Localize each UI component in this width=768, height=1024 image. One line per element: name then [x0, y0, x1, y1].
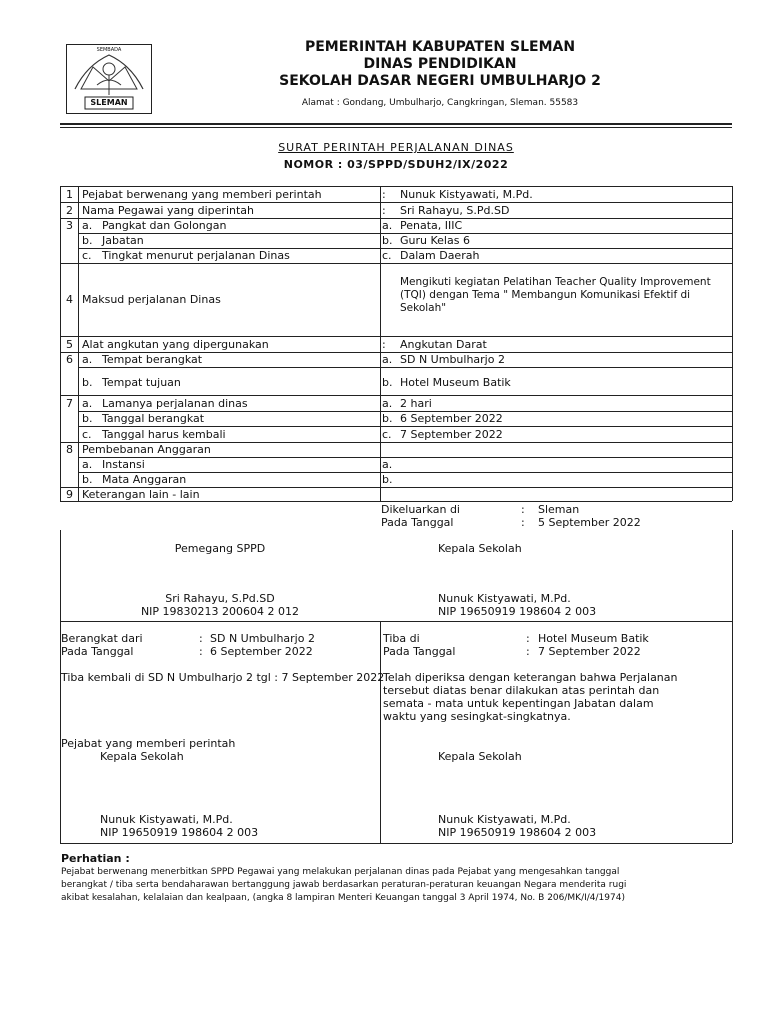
doc-number: NOMOR : 03/SPPD/SDUH2/IX/2022 — [283, 158, 509, 171]
sign1-right-name: Nunuk Kistyawati, M.Pd. — [438, 592, 571, 605]
row-4-value-line-1: Mengikuti kegiatan Pelatihan Teacher Quality Improvement — [400, 276, 711, 288]
header-line-1: PEMERINTAH KABUPATEN SLEMAN — [304, 39, 576, 55]
dep-value: SD N Umbulharjo 2 — [210, 632, 315, 645]
row-7c-value: 7 September 2022 — [400, 428, 503, 441]
issued-date-label: Pada Tanggal — [381, 516, 454, 529]
row-8a-letter: a. — [82, 458, 93, 471]
check-line-2: tersebut diatas benar dilakukan atas perintah dan — [383, 684, 660, 697]
header-divider-thick — [60, 123, 732, 125]
row-5-sep: : — [382, 338, 386, 351]
row-3c-value: Dalam Daerah — [400, 249, 480, 262]
row-3-no: 3 — [66, 219, 73, 232]
sign1-left-title: Pemegang SPPD — [174, 542, 266, 555]
logo-text: SLEMAN — [90, 98, 128, 107]
arr-date-sep: : — [526, 645, 530, 658]
row-4-label: Maksud perjalanan Dinas — [82, 293, 221, 306]
row-1-value: Nunuk Kistyawati, M.Pd. — [400, 188, 533, 201]
row-3b-letter: b. — [82, 234, 93, 247]
sign2-left-nip: NIP 19650919 198604 2 003 — [100, 826, 259, 839]
row-3a-label: Pangkat dan Golongan — [102, 219, 227, 232]
row-3a-value: Penata, IIIC — [400, 219, 463, 232]
row-2-value: Sri Rahayu, S.Pd.SD — [400, 204, 510, 217]
row-3b-label: Jabatan — [102, 234, 144, 247]
row-8a-label: Instansi — [102, 458, 145, 471]
row-5-value: Angkutan Darat — [400, 338, 487, 351]
row-2-no: 2 — [66, 204, 73, 217]
row-6b-value: Hotel Museum Batik — [400, 376, 511, 389]
row-3a-letter: a. — [82, 219, 93, 232]
row-6a-vletter: a. — [382, 353, 393, 366]
issued-place-sep: : — [521, 503, 525, 516]
sign1-left-name: Sri Rahayu, S.Pd.SD — [165, 592, 275, 605]
return-text: Tiba kembali di SD N Umbulharjo 2 tgl : 7 September 2022 — [61, 671, 385, 684]
row-8b-vletter: b. — [382, 473, 393, 486]
row-6b-vletter: b. — [382, 376, 393, 389]
row-3a-vletter: a. — [382, 219, 393, 232]
header-divider-thin — [60, 127, 732, 128]
header-line-2: DINAS PENDIDIKAN — [363, 56, 517, 72]
header-address: Alamat : Gondang, Umbulharjo, Cangkringan, Sleman. 55583 — [301, 98, 579, 108]
dep-sep: : — [199, 632, 203, 645]
header-line-3: SEKOLAH DASAR NEGERI UMBULHARJO 2 — [279, 73, 601, 89]
dep-date-value: 6 September 2022 — [210, 645, 313, 658]
row-7b-vletter: b. — [382, 412, 393, 425]
row-8b-label: Mata Anggaran — [102, 473, 187, 486]
issued-place-label: Dikeluarkan di — [381, 503, 460, 516]
row-3b-value: Guru Kelas 6 — [400, 234, 470, 247]
issued-place-value: Sleman — [538, 503, 580, 516]
row-2-label: Nama Pegawai yang diperintah — [82, 204, 255, 217]
row-4-value-line-2: (TQI) dengan Tema " Membangun Komunikasi Efektif di — [400, 289, 691, 301]
row-8a-vletter: a. — [382, 458, 393, 471]
row-6a-label: Tempat berangkat — [102, 353, 203, 366]
sign2-right-name: Nunuk Kistyawati, M.Pd. — [438, 813, 571, 826]
row-6-no: 6 — [66, 353, 73, 366]
row-7b-value: 6 September 2022 — [400, 412, 503, 425]
arr-sep: : — [526, 632, 530, 645]
notice-line-2: berangkat / tiba serta bendaharawan bertanggung jawab berdasarkan peraturan-peraturan keuangan Negara menderita rugi — [61, 880, 627, 890]
arr-value: Hotel Museum Batik — [538, 632, 649, 645]
sign1-right-title: Kepala Sekolah — [438, 542, 522, 555]
issued-date-sep: : — [521, 516, 525, 529]
row-4-value-line-3: Sekolah" — [400, 302, 447, 314]
row-3c-vletter: c. — [382, 249, 392, 262]
sign1-left-nip: NIP 19830213 200604 2 012 — [140, 605, 300, 618]
sign1-right-nip: NIP 19650919 198604 2 003 — [438, 605, 597, 618]
row-7c-label: Tanggal harus kembali — [102, 428, 226, 441]
row-5-label: Alat angkutan yang dipergunakan — [82, 338, 269, 351]
dep-label: Berangkat dari — [61, 632, 143, 645]
row-7b-label: Tanggal berangkat — [102, 412, 205, 425]
row-1-label: Pejabat berwenang yang memberi perintah — [82, 188, 322, 201]
row-7a-vletter: a. — [382, 397, 393, 410]
arr-label: Tiba di — [383, 632, 420, 645]
row-6b-label: Tempat tujuan — [102, 376, 181, 389]
notice-heading: Perhatian : — [61, 852, 130, 865]
check-line-3: semata - mata untuk kepentingan Jabatan dalam — [383, 697, 654, 710]
row-1-sep: : — [382, 188, 386, 201]
row-3c-label: Tingkat menurut perjalanan Dinas — [102, 249, 290, 262]
row-7c-letter: c. — [82, 428, 92, 441]
row-7c-vletter: c. — [382, 428, 392, 441]
row-8b-letter: b. — [82, 473, 93, 486]
dep-date-sep: : — [199, 645, 203, 658]
check-line-4: waktu yang sesingkat-singkatnya. — [383, 710, 571, 723]
notice-line-1: Pejabat berwenang menerbitkan SPPD Pegawai yang melakukan perjalanan dinas pada Pejabat yang mengesahkan tanggal — [61, 867, 620, 877]
row-2-sep: : — [382, 204, 386, 217]
row-1-no: 1 — [66, 188, 73, 201]
sign2-left-title-2: Kepala Sekolah — [100, 750, 184, 763]
sign2-right-nip: NIP 19650919 198604 2 003 — [438, 826, 597, 839]
row-6a-letter: a. — [82, 353, 93, 366]
row-5-no: 5 — [66, 338, 73, 351]
sleman-logo — [66, 44, 152, 114]
row-6a-value: SD N Umbulharjo 2 — [400, 353, 505, 366]
sign2-right-title: Kepala Sekolah — [438, 750, 522, 763]
row-3b-vletter: b. — [382, 234, 393, 247]
row-7a-value: 2 hari — [400, 397, 432, 410]
row-9-no: 9 — [66, 488, 73, 501]
arr-date-value: 7 September 2022 — [538, 645, 641, 658]
row-7-no: 7 — [66, 397, 73, 410]
sign2-left-title-1: Pejabat yang memberi perintah — [61, 737, 236, 750]
arr-date-label: Pada Tanggal — [383, 645, 456, 658]
notice-line-3: akibat kesalahan, kelalaian dan kealpaan, (angka 8 lampiran Menteri Keuangan tanggal 3 April 1974, No. B 206/MK/I/4/1974) — [61, 893, 625, 903]
row-9-label: Keterangan lain - lain — [82, 488, 200, 501]
doc-title: SURAT PERINTAH PERJALANAN DINAS — [278, 141, 514, 154]
row-3c-letter: c. — [82, 249, 92, 262]
row-7a-label: Lamanya perjalanan dinas — [102, 397, 248, 410]
row-7b-letter: b. — [82, 412, 93, 425]
row-4-no: 4 — [66, 293, 73, 306]
row-8-label: Pembebanan Anggaran — [82, 443, 211, 456]
sign2-left-name: Nunuk Kistyawati, M.Pd. — [100, 813, 233, 826]
check-line-1: Telah diperiksa dengan keterangan bahwa Perjalanan — [383, 671, 678, 684]
row-7a-letter: a. — [82, 397, 93, 410]
row-8-no: 8 — [66, 443, 73, 456]
issued-date-value: 5 September 2022 — [538, 516, 641, 529]
row-6b-letter: b. — [82, 376, 93, 389]
logo-top-text: SEMBADA — [96, 47, 122, 53]
dep-date-label: Pada Tanggal — [61, 645, 134, 658]
